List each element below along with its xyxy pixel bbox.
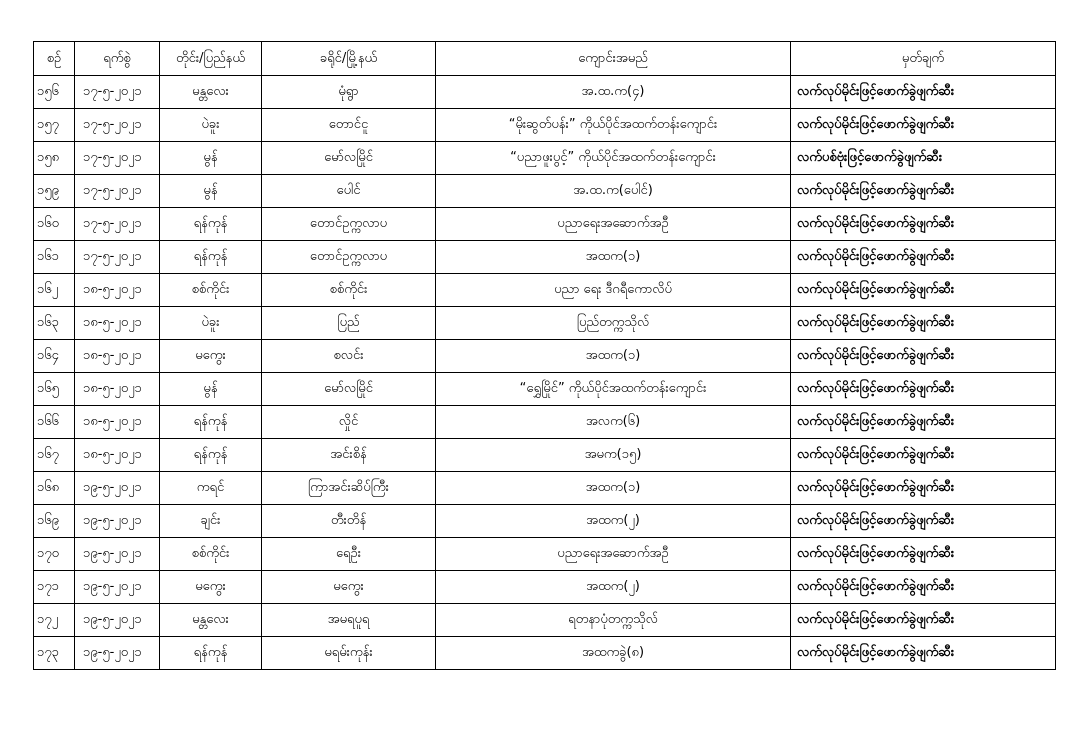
table-row — [34, 505, 1056, 538]
cell-township: အင်းစိန် — [262, 439, 436, 472]
cell-remark: လက်လုပ်မိုင်းဖြင့်ဖောက်ခွဲဖျက်ဆီး — [791, 109, 1056, 142]
cell-date: ၁၉-၅-၂၀၂၁ — [75, 571, 160, 604]
cell-region: မကွေး — [160, 571, 262, 604]
header-region: တိုင်း/ပြည်နယ် — [160, 42, 262, 76]
cell-region: ချင်း — [160, 505, 262, 538]
cell-school: ပြည်တက္ကသိုလ် — [436, 307, 791, 340]
table-row — [34, 571, 1056, 604]
cell-date: ၁၈-၅-၂၀၂၁ — [75, 406, 160, 439]
table-row — [34, 604, 1056, 637]
table-row — [34, 340, 1056, 373]
cell-school: ပညာရေးအဆောက်အဦ — [436, 208, 791, 241]
cell-township: တောင်ဥက္ကလာပ — [262, 241, 436, 274]
cell-region: မွန် — [160, 175, 262, 208]
cell-township: တောင်ဥက္ကလာပ — [262, 208, 436, 241]
cell-school: အထက(၁) — [436, 340, 791, 373]
cell-remark: လက်လုပ်မိုင်းဖြင့်ဖောက်ခွဲဖျက်ဆီး — [791, 208, 1056, 241]
cell-school: အလက(၆) — [436, 406, 791, 439]
cell-remark: လက်လုပ်မိုင်းဖြင့်ဖောက်ခွဲဖျက်ဆီး — [791, 505, 1056, 538]
cell-date: ၁၉-၅-၂၀၂၁ — [75, 538, 160, 571]
cell-remark: လက်လုပ်မိုင်းဖြင့်ဖောက်ခွဲဖျက်ဆီး — [791, 472, 1056, 505]
table-row — [34, 208, 1056, 241]
cell-region: ရန်ကုန် — [160, 208, 262, 241]
cell-school: အထက(၁) — [436, 472, 791, 505]
cell-township: မော်လမြိုင် — [262, 142, 436, 175]
cell-date: ၁၈-၅-၂၀၂၁ — [75, 274, 160, 307]
table-row — [34, 538, 1056, 571]
cell-township: မုံရွာ — [262, 76, 436, 109]
cell-no: ၁၆၅ — [34, 373, 75, 406]
table-row — [34, 274, 1056, 307]
cell-township: မကွေး — [262, 571, 436, 604]
table-row — [34, 637, 1056, 670]
cell-region: မကွေး — [160, 340, 262, 373]
cell-no: ၁၇၁ — [34, 571, 75, 604]
cell-region: မွန် — [160, 373, 262, 406]
cell-school: အထက(၂) — [436, 571, 791, 604]
cell-date: ၁၇-၅-၂၀၂၁ — [75, 241, 160, 274]
cell-remark: လက်လုပ်မိုင်းဖြင့်ဖောက်ခွဲဖျက်ဆီး — [791, 241, 1056, 274]
cell-school: ပညာရေးအဆောက်အဦ — [436, 538, 791, 571]
cell-region: ကရင် — [160, 472, 262, 505]
cell-region: ပဲခူး — [160, 109, 262, 142]
header-township: ခရိုင်/မြို့နယ် — [262, 42, 436, 76]
cell-school: အထကခွဲ(၈) — [436, 637, 791, 670]
cell-date: ၁၇-၅-၂၀၂၁ — [75, 208, 160, 241]
header-remark: မှတ်ချက် — [791, 42, 1056, 76]
cell-region: စစ်ကိုင်း — [160, 274, 262, 307]
cell-date: ၁၉-၅-၂၀၂၁ — [75, 472, 160, 505]
cell-township: ပြည် — [262, 307, 436, 340]
header-no: စဉ် — [34, 42, 75, 76]
cell-date: ၁၇-၅-၂၀၂၁ — [75, 175, 160, 208]
cell-remark: လက်ပစ်ဗုံးဖြင့်ဖောက်ခွဲဖျက်ဆီး — [791, 142, 1056, 175]
cell-no: ၁၇၃ — [34, 637, 75, 670]
table-body — [34, 76, 1056, 670]
cell-region: မန္တလေး — [160, 76, 262, 109]
table-row — [34, 439, 1056, 472]
header-school: ကျောင်းအမည် — [436, 42, 791, 76]
header-row — [34, 42, 1056, 76]
cell-date: ၁၈-၅-၂၀၂၁ — [75, 340, 160, 373]
cell-no: ၁၅၆ — [34, 76, 75, 109]
header-date: ရက်စွဲ — [75, 42, 160, 76]
table-row — [34, 406, 1056, 439]
cell-school: “ရွှေမြိုင်” ကိုယ်ပိုင်အထက်တန်းကျောင်း — [436, 373, 791, 406]
cell-remark: လက်လုပ်မိုင်းဖြင့်ဖောက်ခွဲဖျက်ဆီး — [791, 373, 1056, 406]
cell-no: ၁၆၀ — [34, 208, 75, 241]
cell-no: ၁၆၄ — [34, 340, 75, 373]
cell-date: ၁၉-၅-၂၀၂၁ — [75, 637, 160, 670]
table-row — [34, 109, 1056, 142]
cell-region: ရန်ကုန် — [160, 241, 262, 274]
table-row — [34, 175, 1056, 208]
cell-date: ၁၉-၅-၂၀၂၁ — [75, 505, 160, 538]
cell-school: ရတနာပုံတက္ကသိုလ် — [436, 604, 791, 637]
cell-region: မန္တလေး — [160, 604, 262, 637]
cell-date: ၁၇-၅-၂၀၂၁ — [75, 109, 160, 142]
cell-date: ၁၇-၅-၂၀၂၁ — [75, 142, 160, 175]
cell-remark: လက်လုပ်မိုင်းဖြင့်ဖောက်ခွဲဖျက်ဆီး — [791, 406, 1056, 439]
cell-remark: လက်လုပ်မိုင်းဖြင့်ဖောက်ခွဲဖျက်ဆီး — [791, 538, 1056, 571]
cell-no: ၁၇၂ — [34, 604, 75, 637]
cell-remark: လက်လုပ်မိုင်းဖြင့်ဖောက်ခွဲဖျက်ဆီး — [791, 274, 1056, 307]
table-row — [34, 472, 1056, 505]
cell-remark: လက်လုပ်မိုင်းဖြင့်ဖောက်ခွဲဖျက်ဆီး — [791, 637, 1056, 670]
cell-date: ၁၈-၅-၂၀၂၁ — [75, 373, 160, 406]
incident-table — [33, 41, 1056, 670]
cell-no: ၁၆၈ — [34, 472, 75, 505]
cell-township: တောင်ငူ — [262, 109, 436, 142]
cell-date: ၁၈-၅-၂၀၂၁ — [75, 439, 160, 472]
cell-school: အ.ထ.က(၄) — [436, 76, 791, 109]
table-row — [34, 142, 1056, 175]
cell-township: ရေဦး — [262, 538, 436, 571]
cell-township: တီးတိန် — [262, 505, 436, 538]
cell-township: အမရပူရ — [262, 604, 436, 637]
table-row — [34, 373, 1056, 406]
cell-school: ပညာ ရေး ဒီဂရီကောလိပ် — [436, 274, 791, 307]
cell-date: ၁၉-၅-၂၀၂၁ — [75, 604, 160, 637]
cell-school: အမက(၁၅) — [436, 439, 791, 472]
cell-region: ရန်ကုန် — [160, 406, 262, 439]
table-row — [34, 76, 1056, 109]
cell-no: ၁၆၆ — [34, 406, 75, 439]
cell-no: ၁၅၇ — [34, 109, 75, 142]
cell-no: ၁၆၁ — [34, 241, 75, 274]
cell-school: “ပညာဖူးပွင့်” ကိုယ်ပိုင်အထက်တန်းကျောင်း — [436, 142, 791, 175]
cell-remark: လက်လုပ်မိုင်းဖြင့်ဖောက်ခွဲဖျက်ဆီး — [791, 604, 1056, 637]
cell-township: စစ်ကိုင်း — [262, 274, 436, 307]
cell-no: ၁၆၇ — [34, 439, 75, 472]
cell-township: ပေါင် — [262, 175, 436, 208]
cell-no: ၁၆၂ — [34, 274, 75, 307]
cell-no: ၁၅၉ — [34, 175, 75, 208]
cell-township: မရမ်းကုန်း — [262, 637, 436, 670]
cell-date: ၁၇-၅-၂၀၂၁ — [75, 76, 160, 109]
cell-school: အ.ထ.က(ပေါင်) — [436, 175, 791, 208]
cell-school: အထက(၂) — [436, 505, 791, 538]
cell-remark: လက်လုပ်မိုင်းဖြင့်ဖောက်ခွဲဖျက်ဆီး — [791, 76, 1056, 109]
cell-region: ပဲခူး — [160, 307, 262, 340]
cell-region: မွန် — [160, 142, 262, 175]
cell-date: ၁၈-၅-၂၀၂၁ — [75, 307, 160, 340]
cell-region: စစ်ကိုင်း — [160, 538, 262, 571]
cell-remark: လက်လုပ်မိုင်းဖြင့်ဖောက်ခွဲဖျက်ဆီး — [791, 439, 1056, 472]
cell-no: ၁၇၀ — [34, 538, 75, 571]
cell-no: ၁၆၉ — [34, 505, 75, 538]
cell-school: အထက(၁) — [436, 241, 791, 274]
table-row — [34, 241, 1056, 274]
cell-school: “မိုးဆွတ်ပန်း” ကိုယ်ပိုင်အထက်တန်းကျောင်း — [436, 109, 791, 142]
cell-no: ၁၅၈ — [34, 142, 75, 175]
cell-township: မော်လမြိုင် — [262, 373, 436, 406]
cell-remark: လက်လုပ်မိုင်းဖြင့်ဖောက်ခွဲဖျက်ဆီး — [791, 175, 1056, 208]
cell-township: ကြာအင်းဆိပ်ကြီး — [262, 472, 436, 505]
cell-remark: လက်လုပ်မိုင်းဖြင့်ဖောက်ခွဲဖျက်ဆီး — [791, 340, 1056, 373]
cell-no: ၁၆၃ — [34, 307, 75, 340]
table-row — [34, 307, 1056, 340]
cell-remark: လက်လုပ်မိုင်းဖြင့်ဖောက်ခွဲဖျက်ဆီး — [791, 571, 1056, 604]
cell-township: စလင်း — [262, 340, 436, 373]
cell-remark: လက်လုပ်မိုင်းဖြင့်ဖောက်ခွဲဖျက်ဆီး — [791, 307, 1056, 340]
cell-region: ရန်ကုန် — [160, 439, 262, 472]
cell-region: ရန်ကုန် — [160, 637, 262, 670]
cell-township: လှိုင် — [262, 406, 436, 439]
